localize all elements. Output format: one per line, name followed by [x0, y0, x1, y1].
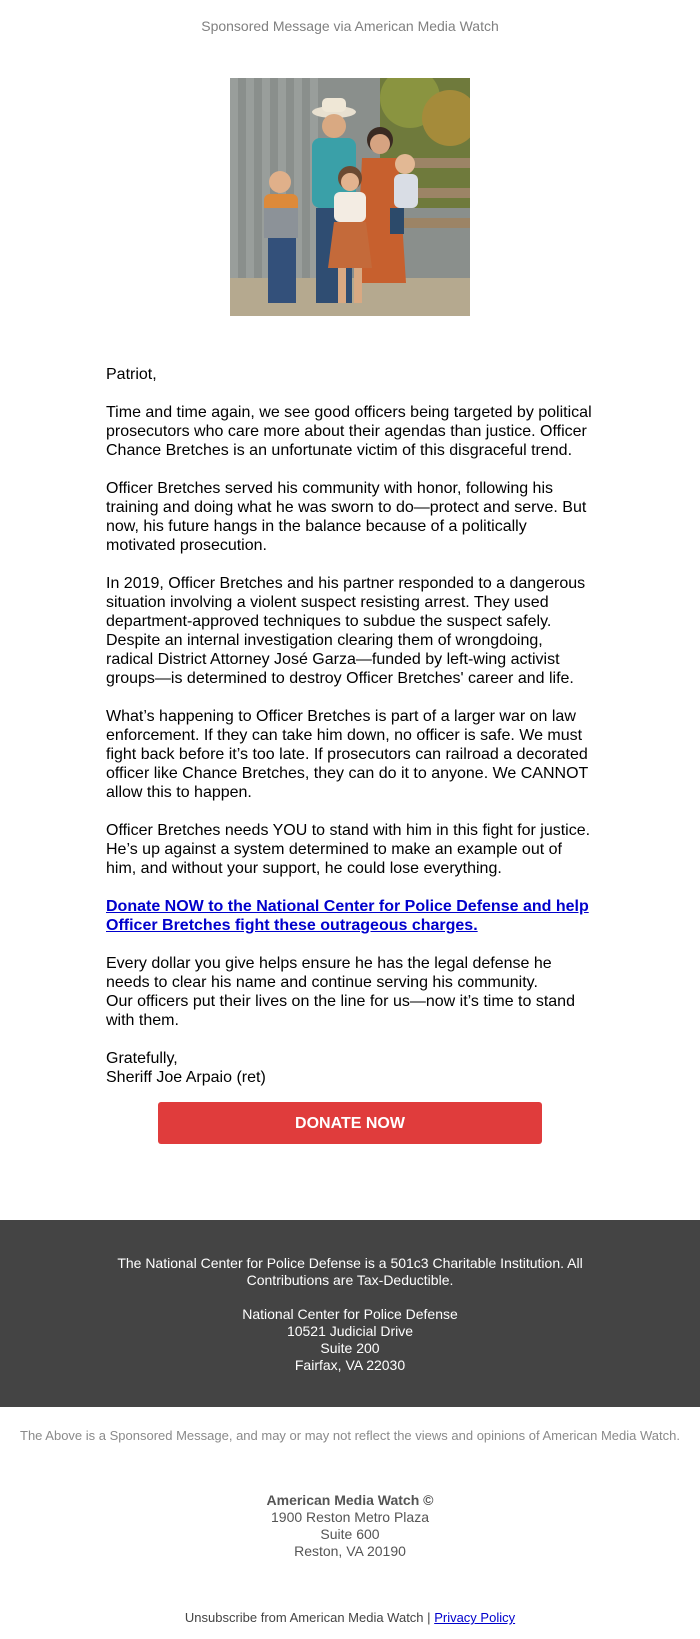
- org-street: 10521 Judicial Drive: [286, 1323, 414, 1339]
- unsubscribe-link[interactable]: Unsubscribe from American Media Watch: [184, 1610, 424, 1625]
- footer-links: [0, 1610, 700, 1625]
- signoff: Gratefully,: [106, 1050, 178, 1067]
- publisher-city: Reston, VA 20190: [294, 1543, 406, 1559]
- letter-paragraph-4: What’s happening to Officer Bretches is part of a larger war on law enforcement. If they can take him down, no officer is safe. We must fight back before it’s too late. If prosecutors can railroad a decorated officer like Chance Bretches, they can do it to anyone. We CANNOT allow this to happen.: [106, 708, 589, 801]
- link-separator: |: [427, 1610, 431, 1625]
- letter-paragraph-5: Officer Bretches needs YOU to stand with him in this fight for justice. He’s up against a system determined to make an example out of him, and without your support, he could lose everything.: [106, 822, 591, 877]
- donate-now-button[interactable]: DONATE NOW: [158, 1102, 542, 1144]
- letter-body: [106, 316, 594, 1087]
- publisher-address: [0, 1492, 700, 1560]
- donate-link-paragraph: [106, 897, 594, 935]
- publisher-name: American Media Watch ©: [266, 1492, 434, 1508]
- closing-paragraph-1: Every dollar you give helps ensure he has the legal defense he needs to clear his name and continue serving his community.: [106, 955, 552, 991]
- sponsored-header: Sponsored Message via American Media Watch: [201, 18, 499, 34]
- tax-disclaimer: The National Center for Police Defense is a 501c3 Charitable Institution. All Contributions are Tax-Deductible.: [117, 1255, 583, 1288]
- org-city: Fairfax, VA 22030: [294, 1357, 406, 1373]
- sponsored-disclaimer: The Above is a Sponsored Message, and may or may not reflect the views and opinions of American Media Watch.: [20, 1428, 680, 1443]
- donate-link[interactable]: Donate NOW to the National Center for Police Defense and help Officer Bretches fight these outrageous charges.: [106, 898, 589, 934]
- publisher-street: 1900 Reston Metro Plaza: [271, 1509, 429, 1525]
- privacy-policy-link[interactable]: Privacy Policy: [434, 1610, 516, 1625]
- signature: Sheriff Joe Arpaio (ret): [106, 1069, 266, 1086]
- org-suite: Suite 200: [320, 1340, 380, 1356]
- closing-paragraph-2: Our officers put their lives on the line for us—now it’s time to stand with them.: [106, 993, 575, 1029]
- family-photo-image: [230, 78, 470, 316]
- letter-paragraph-2: Officer Bretches served his community with honor, following his training and doing what he was sworn to do—protect and serve. But now, his future hangs in the balance because of a politically motivated prosecution.: [106, 480, 587, 554]
- letter-paragraph-3: In 2019, Officer Bretches and his partner responded to a dangerous situation involving a violent suspect resisting arrest. They used department-approved techniques to subdue the suspect safely. Despite an internal investigation clearing them of wrongdoing, radical District Attorney José Garza—funded by left-wing activist groups—is determined to destroy Officer Bretches' career and life.: [106, 575, 586, 687]
- greeting: Patriot,: [106, 366, 157, 383]
- letter-paragraph-1: Time and time again, we see good officers being targeted by political prosecutors who care more about their agendas than justice. Officer Chance Bretches is an unfortunate victim of this disgraceful trend.: [106, 404, 592, 459]
- publisher-suite: Suite 600: [320, 1526, 380, 1542]
- org-footer: [0, 1220, 700, 1407]
- org-name: National Center for Police Defense: [242, 1306, 458, 1322]
- family-photo: [230, 78, 470, 316]
